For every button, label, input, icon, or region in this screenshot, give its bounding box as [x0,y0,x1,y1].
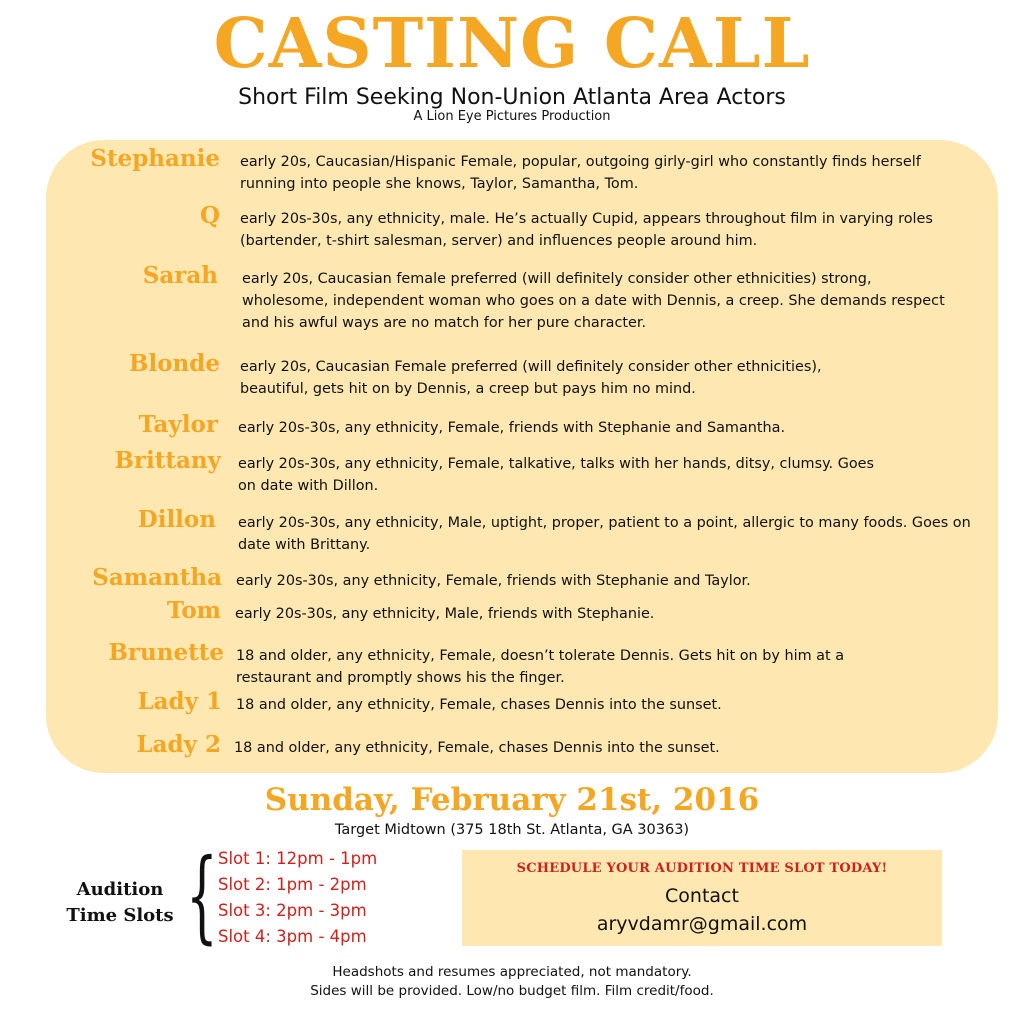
role-description: early 20s-30s, any ethnicity, Female, friends with Stephanie and Samantha. [238,420,786,436]
event-location: Target Midtown (375 18th St. Atlanta, GA 30363) [334,822,690,838]
contact-label: Contact [665,885,739,907]
role-description: early 20s-30s, any ethnicity, Female, talkative, talks with her hands, ditsy, clumsy. Goes on date with Dillon. [238,456,874,494]
footer-notes [0,963,1024,1001]
event-date: Sunday, February 21st, 2016 [264,782,760,818]
role-description: early 20s, Caucasian Female preferred (will definitely consider other ethnicities), beautiful, gets hit on by Dennis, a creep but pays him no mind. [240,359,822,397]
production-credit: A Lion Eye Pictures Production [413,109,611,124]
audition-label [40,877,200,929]
role-name: Q [199,202,220,229]
role-name: Dillon [137,506,216,533]
audition-label-line: Audition [76,879,164,900]
brace-icon: { [186,837,218,954]
time-slot: Slot 4: 3pm - 4pm [218,927,367,946]
role-description: early 20s-30s, any ethnicity, Male, uptight, proper, patient to a point, allergic to many foods. Goes on date with Brittany. [238,515,971,553]
role-name: Stephanie [90,145,220,172]
role-description: early 20s-30s, any ethnicity, Male, friends with Stephanie. [235,606,655,622]
role-name: Taylor [138,411,218,438]
role-name: Sarah [142,262,218,289]
page-title: CASTING CALL [213,4,811,84]
role-description: early 20s-30s, any ethnicity, male. He’s actually Cupid, appears throughout film in varying roles (bartender, t-shirt salesman, server) and influences people around him. [240,211,933,249]
role-description: early 20s-30s, any ethnicity, Female, friends with Stephanie and Taylor. [236,573,751,589]
subtitle: Short Film Seeking Non-Union Atlanta Area Actors [238,85,786,110]
footer-line: Sides will be provided. Low/no budget film. Film credit/food. [310,983,714,999]
time-slot: Slot 3: 2pm - 3pm [218,901,367,920]
role-name: Lady 2 [136,731,221,758]
time-slot: Slot 1: 12pm - 1pm [218,849,378,868]
role-description: 18 and older, any ethnicity, Female, chases Dennis into the sunset. [236,697,722,713]
role-name: Tom [166,597,221,624]
time-slot-list [218,846,377,950]
role-description: 18 and older, any ethnicity, Female, doesn’t tolerate Dennis. Gets hit on by him at a restaurant and promptly shows his the finger. [236,648,845,686]
schedule-cta: SCHEDULE YOUR AUDITION TIME SLOT TODAY! [516,861,888,876]
contact-email[interactable]: aryvdamr@gmail.com [596,913,808,935]
time-slot: Slot 2: 1pm - 2pm [218,875,367,894]
role-name: Brunette [108,639,224,666]
role-name: Lady 1 [137,688,222,715]
contact-box [462,850,942,946]
role-description: early 20s, Caucasian/Hispanic Female, popular, outgoing girly-girl who constantly finds herself running into people she knows, Taylor, Samantha, Tom. [240,154,921,192]
role-name: Blonde [129,350,220,377]
footer-line: Headshots and resumes appreciated, not mandatory. [332,964,692,980]
role-description: 18 and older, any ethnicity, Female, chases Dennis into the sunset. [234,740,720,756]
role-name: Brittany [114,447,221,474]
role-description: early 20s, Caucasian female preferred (will definitely consider other ethnicities) strong, wholesome, independent woman who goes on a date with Dennis, a creep. She demands respect and his awful ways are no match for her pure character. [242,271,945,331]
audition-label-line: Time Slots [66,905,174,926]
role-name: Samantha [92,564,222,591]
